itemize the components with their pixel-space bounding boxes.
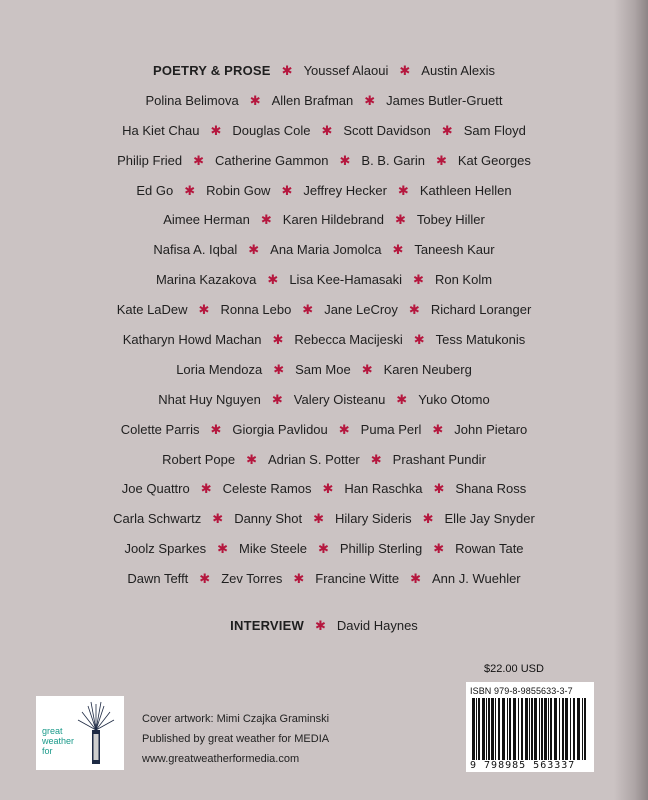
contributor-name: Kate LaDew	[116, 302, 188, 318]
separator-asterisk: ✱	[392, 242, 404, 258]
contributor-name: Allen Brafman	[271, 92, 354, 108]
barcode-bar	[562, 698, 564, 760]
barcode-bar	[476, 698, 477, 760]
contributor-name: Colette Parris	[120, 421, 200, 437]
separator-asterisk: ✱	[435, 152, 447, 168]
contributor-name: Katharyn Howd Machan	[122, 332, 262, 348]
barcode-bar	[472, 698, 475, 760]
separator-asterisk: ✱	[272, 332, 284, 348]
separator-asterisk: ✱	[273, 361, 285, 377]
barcode-bar	[548, 698, 549, 760]
publisher-logo	[36, 696, 124, 770]
barcode-bar	[544, 698, 547, 760]
separator-asterisk: ✱	[338, 421, 350, 437]
contributor-name: Aimee Herman	[163, 212, 250, 228]
separator-asterisk: ✱	[433, 481, 445, 497]
interview-name: David Haynes	[336, 618, 418, 633]
separator-asterisk: ✱	[397, 182, 409, 198]
contributor-name: Rowan Tate	[455, 541, 524, 557]
barcode-bar	[486, 698, 487, 760]
contributor-name: Celeste Ramos	[222, 481, 312, 497]
separator-asterisk: ✱	[313, 511, 325, 527]
barcode-bar	[539, 698, 540, 760]
contributor-name: Ha Kiet Chau	[122, 122, 200, 138]
barcode-bar	[521, 698, 523, 760]
contributor-line	[0, 504, 648, 534]
separator-asterisk: ✱	[199, 571, 211, 587]
barcode-bar	[482, 698, 485, 760]
contributor-line	[0, 534, 648, 564]
contributor-name: Catherine Gammon	[215, 152, 329, 168]
barcode-bar	[513, 698, 516, 760]
barcode-bar	[518, 698, 519, 760]
contributor-name: Rebecca Macijeski	[294, 332, 403, 348]
contributor-name: Ronna Lebo	[220, 302, 292, 318]
separator-asterisk: ✱	[432, 421, 444, 437]
contributor-name: Francine Witte	[315, 571, 400, 587]
contributor-name: Prashant Pundir	[392, 451, 486, 467]
contributor-name: Joe Quattro	[121, 481, 190, 497]
separator-asterisk: ✱	[317, 541, 329, 557]
credits	[142, 709, 329, 769]
separator-asterisk: ✱	[184, 182, 196, 198]
barcode-bar	[573, 698, 575, 760]
barcode-bar	[570, 698, 571, 760]
contributor-name: Loria Mendoza	[176, 361, 263, 377]
contributor-name: Sam Floyd	[463, 122, 526, 138]
contributor-line	[0, 325, 648, 355]
separator-asterisk: ✱	[408, 302, 420, 318]
contributor-name: Hilary Sideris	[335, 511, 412, 527]
contributor-name: Lisa Kee-Hamasaki	[289, 272, 403, 288]
separator-asterisk: ✱	[200, 481, 212, 497]
separator-asterisk: ✱	[396, 391, 408, 407]
contributor-name: Joolz Sparkes	[124, 541, 207, 557]
separator-asterisk: ✱	[413, 272, 424, 288]
separator-asterisk: ✱	[339, 152, 351, 168]
price-label: $22.00 USD	[484, 663, 544, 675]
contributor-name: Jeffrey Hecker	[303, 182, 387, 198]
contributor-name: Sam Moe	[295, 361, 351, 377]
separator-asterisk: ✱	[433, 541, 445, 557]
barcode-icon	[472, 698, 588, 760]
logo-word: weather	[42, 736, 75, 746]
separator-asterisk: ✱	[410, 571, 421, 587]
contributor-name: Robert Pope	[162, 451, 236, 467]
separator-asterisk: ✱	[260, 212, 272, 228]
contributor-name: B. B. Garin	[361, 152, 425, 168]
contributor-name: James Butler-Gruett	[386, 92, 503, 108]
contributor-name: Robin Gow	[206, 182, 271, 198]
separator-asterisk: ✱	[246, 451, 257, 467]
contributor-name: Phillip Sterling	[339, 541, 423, 557]
contributor-name: Adrian S. Potter	[267, 451, 360, 467]
separator-asterisk: ✱	[293, 571, 305, 587]
section-heading: POETRY & PROSE	[153, 63, 271, 78]
contributor-name: Tess Matukonis	[435, 332, 526, 348]
barcode-bar	[565, 698, 568, 760]
separator-asterisk: ✱	[422, 511, 434, 527]
contributor-name: John Pietaro	[454, 421, 528, 437]
contributor-name: Dawn Tefft	[127, 571, 189, 587]
separator-asterisk: ✱	[281, 63, 293, 78]
logo-wordmark	[42, 726, 86, 756]
contributor-name: Scott Davidson	[343, 122, 431, 138]
cover-artwork-credit: Cover artwork: Mimi Czajka Graminski	[142, 713, 330, 725]
separator-asterisk: ✱	[321, 122, 333, 138]
separator-asterisk: ✱	[249, 92, 261, 108]
contributor-name: Karen Hildebrand	[282, 212, 384, 228]
separator-asterisk: ✱	[198, 302, 210, 318]
isbn-label: ISBN 979-8-9855633-3-7	[470, 686, 573, 696]
contributor-line	[0, 295, 648, 325]
separator-asterisk: ✱	[210, 421, 222, 437]
contributor-line	[0, 355, 648, 385]
contributor-line	[0, 116, 648, 146]
barcode-bar	[498, 698, 500, 760]
separator-asterisk: ✱	[314, 618, 326, 633]
contributor-line	[0, 56, 648, 86]
contributor-line	[0, 445, 648, 475]
barcode-bar	[577, 698, 580, 760]
barcode-bar	[529, 698, 530, 760]
contributor-line	[0, 564, 648, 594]
separator-asterisk: ✱	[364, 92, 376, 108]
barcode-bar	[509, 698, 511, 760]
barcode-bar	[502, 698, 505, 760]
contributor-line	[0, 176, 648, 206]
contributor-name: Ron Kolm	[434, 272, 493, 288]
separator-asterisk: ✱	[271, 391, 283, 407]
separator-asterisk: ✱	[441, 122, 453, 138]
separator-asterisk: ✱	[413, 332, 425, 348]
contributor-name: Taneesh Kaur	[414, 242, 495, 258]
separator-asterisk: ✱	[370, 451, 382, 467]
publisher-credit: Published by great weather for MEDIA	[142, 733, 330, 745]
barcode-bar	[531, 698, 533, 760]
contributor-name: Kathleen Hellen	[419, 182, 512, 198]
separator-asterisk: ✱	[217, 541, 229, 557]
contributor-name: Shana Ross	[455, 481, 527, 497]
contributor-line	[0, 86, 648, 116]
contributor-name: Kat Georges	[457, 152, 531, 168]
separator-asterisk: ✱	[193, 152, 205, 168]
barcode-bar	[488, 698, 490, 760]
contributor-name: Polina Belimova	[145, 92, 239, 108]
barcode-bar	[559, 698, 560, 760]
separator-asterisk: ✱	[394, 212, 406, 228]
website-url: www.greatweatherformedia.com	[142, 753, 300, 765]
contributor-name: Jane LeCroy	[324, 302, 398, 318]
interview-line	[0, 612, 648, 640]
separator-asterisk: ✱	[302, 302, 314, 318]
barcode-bar	[584, 698, 586, 760]
contributor-name: Zev Torres	[221, 571, 283, 587]
contributor-name: Nhat Huy Nguyen	[158, 391, 261, 407]
separator-asterisk: ✱	[322, 481, 334, 497]
barcode-bar	[582, 698, 583, 760]
separator-asterisk: ✱	[210, 122, 222, 138]
contributor-name: Carla Schwartz	[113, 511, 202, 527]
contributor-line	[0, 205, 648, 235]
separator-asterisk: ✱	[361, 361, 373, 377]
contributor-line	[0, 235, 648, 265]
separator-asterisk: ✱	[248, 242, 260, 258]
contributor-name: Ed Go	[136, 182, 174, 198]
logo-word: for	[42, 746, 53, 756]
contributor-name: Austin Alexis	[421, 63, 495, 78]
contributor-name: Danny Shot	[234, 511, 303, 527]
barcode-bar	[550, 698, 552, 760]
contributor-line	[0, 415, 648, 445]
separator-asterisk: ✱	[281, 182, 293, 198]
barcode-bar	[478, 698, 480, 760]
interview-heading: INTERVIEW	[230, 618, 304, 633]
barcode-digits: 9 798985 563337	[470, 760, 576, 771]
contributor-line	[0, 265, 648, 295]
contributor-line	[0, 474, 648, 504]
contributor-name: Yuko Otomo	[418, 391, 490, 407]
barcode-bar	[534, 698, 537, 760]
barcode-bar	[541, 698, 543, 760]
contributor-name: Ana Maria Jomolca	[270, 242, 382, 258]
contributor-name: Youssef Alaoui	[303, 63, 389, 78]
contributor-name: Valery Oisteanu	[293, 391, 386, 407]
barcode-bar	[495, 698, 496, 760]
contributor-name: Richard Loranger	[430, 302, 532, 318]
contributor-name: Mike Steele	[239, 541, 307, 557]
contributor-name: Karen Neuberg	[383, 361, 472, 377]
separator-asterisk: ✱	[267, 272, 279, 288]
contributor-name: Giorgia Pavlidou	[232, 421, 328, 437]
contributor-name: Marina Kazakova	[155, 272, 257, 288]
barcode-bar	[554, 698, 557, 760]
separator-asterisk: ✱	[399, 63, 411, 78]
contributor-name: Elle Jay Snyder	[444, 511, 535, 527]
contributor-name: Philip Fried	[117, 152, 183, 168]
contributor-line	[0, 146, 648, 176]
contributor-name: Douglas Cole	[232, 122, 311, 138]
contributor-name: Han Raschka	[344, 481, 423, 497]
contributor-name: Nafisa A. Iqbal	[153, 242, 238, 258]
separator-asterisk: ✱	[212, 511, 224, 527]
logo-word: great	[42, 726, 63, 736]
contributor-name: Tobey Hiller	[416, 212, 485, 228]
isbn-barcode	[466, 682, 594, 772]
contributor-name: Puma Perl	[360, 421, 422, 437]
contributor-list	[0, 56, 648, 594]
barcode-bar	[491, 698, 494, 760]
barcode-bar	[507, 698, 508, 760]
contributor-name: Ann J. Wuehler	[432, 571, 521, 587]
contributor-line	[0, 385, 648, 415]
barcode-bar	[525, 698, 528, 760]
